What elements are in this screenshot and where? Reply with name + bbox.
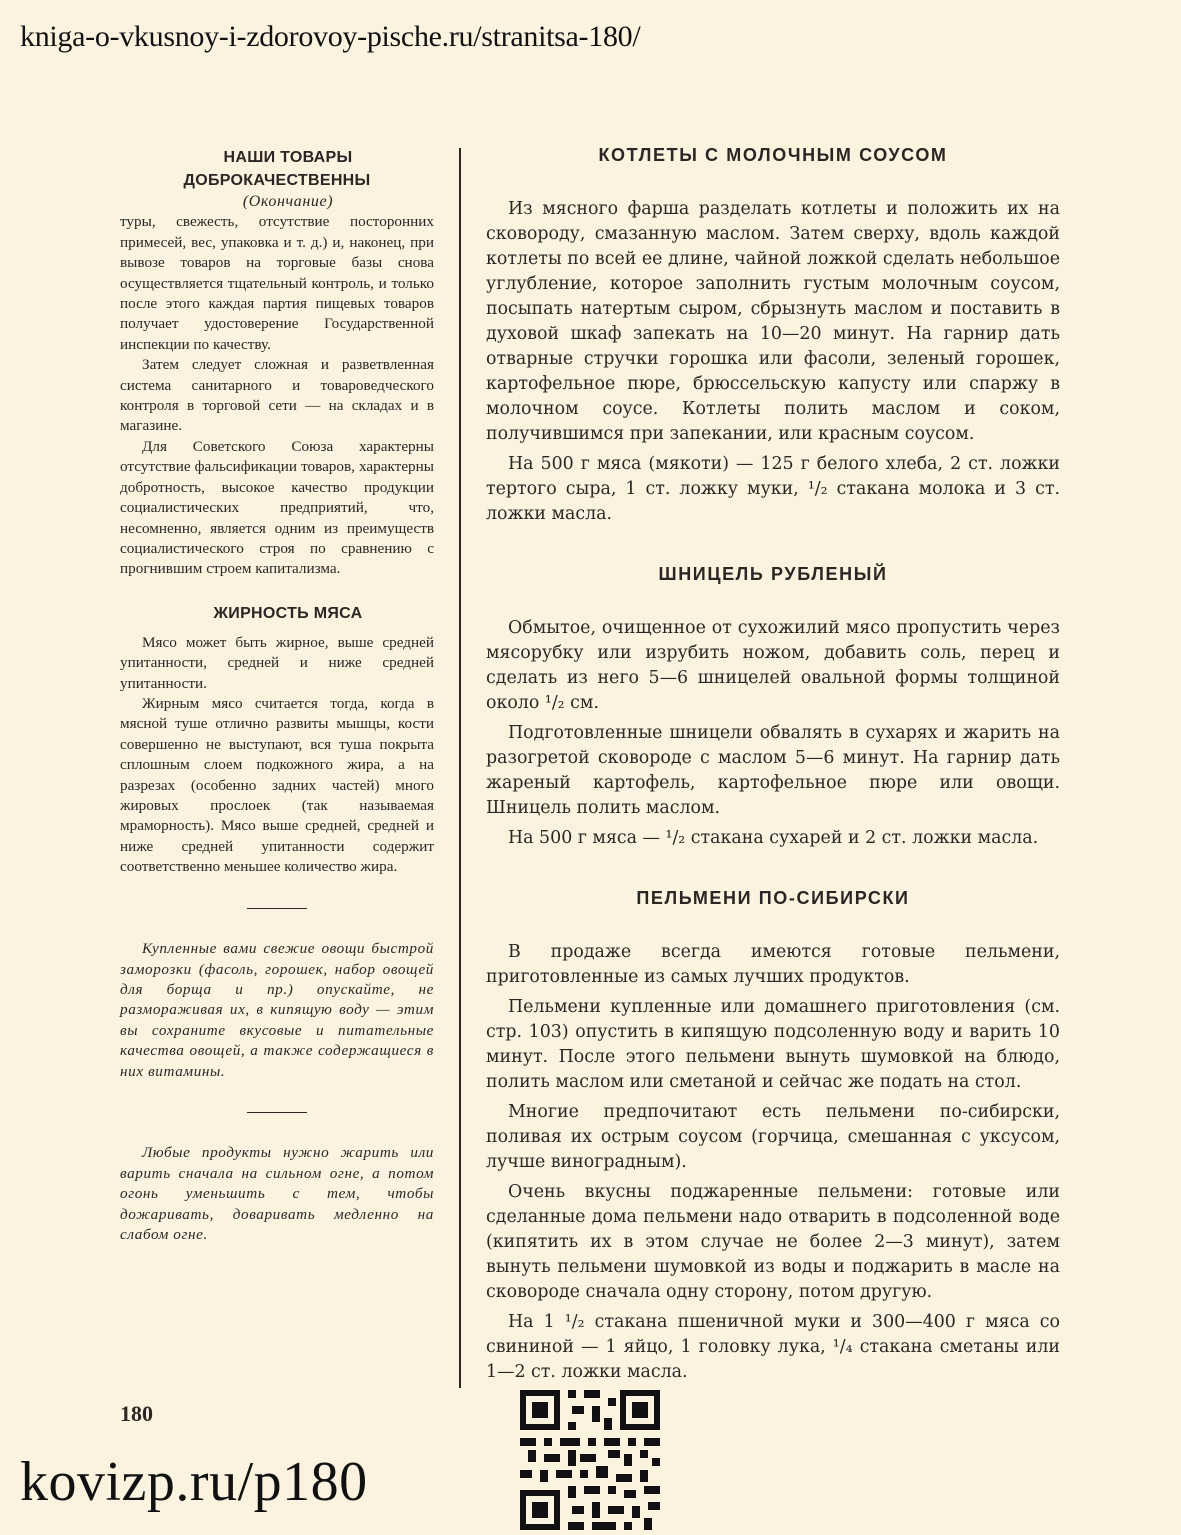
left-column [120,146,434,1245]
tip-note-cooking-heat [120,1143,434,1245]
ingredients: На 500 г мяса (мякоти) — 125 г белого хлеба, 2 ст. ложки тертого сыра, 1 ст. ложку муки, ¹/₂ стакана молока и 3 ст. ложки масла. [486,454,1060,524]
section-subtitle: (Окончание) [242,193,334,210]
paragraph: В продаже всегда имеются готовые пельмени, приготовленные из самых лучших продуктов. [486,942,1060,987]
ingredients: На 1 ¹/₂ стакана пшеничной муки и 300—400 г мяса со свининой — 1 яйцо, 1 головку лука, ¹/₄ стакана сметаны или 1—2 ст. ложки масла. [486,1312,1060,1382]
page-number: 180 [120,1401,153,1426]
right-column [486,143,1060,1390]
paragraph: Подготовленные шницели обвалять в сухарях и жарить на разогретой сковороде с маслом 5—6 минут. На гарнир дать жареный картофель, картофельное пюре или овощи. Шницель полить маслом. [486,723,1060,818]
short-url-link[interactable]: kovizp.ru/p180 [20,1451,368,1513]
paragraph: туры, свежесть, отсутствие посторонних примесей, вес, упаковка и т. д.) и, наконец, при вывозе товаров на торговые базы снова осуществляется тщательный контроль, и только после этого каждая партия пищевых товаров получает удостоверение Государственной инспекции по качеству. [120,213,434,353]
tip-note-frozen-vegetables [120,939,434,1082]
paragraph: Для Советского Союза характерны отсутствие фальсификации товаров, характерны добротность, высокое качество продукции социалистических предприятий, что, несомненно, является одним из преимуществ социалистического строя по сравнению с прогнившим строем капитализма. [120,437,434,578]
paragraph: Мясо может быть жирное, выше средней упитанности, средней и ниже средней упитанности. [120,633,434,692]
section-title-meat-fatness: ЖИРНОСТЬ МЯСА [213,604,363,622]
paragraph: Затем следует сложная и разветвленная система санитарного и товароведческого контроля в торговой сети — на складах и в магазине. [120,356,434,435]
ingredients: На 500 г мяса — ¹/₂ стакана сухарей и 2 ст. ложки масла. [508,828,1039,848]
recipe-title-cutlets: КОТЛЕТЫ С МОЛОЧНЫМ СОУСОМ [598,145,948,165]
paragraph: Обмытое, очищенное от сухожилий мясо пропустить через мясорубку или изрубить ножом, добавить соль, перец и сделать из него 5—6 шницелей овальной формы толщиной около ¹/₂ см. [486,618,1060,713]
paragraph: Многие предпочитают есть пельмени по-сибирски, поливая их острым соусом (горчица, смешанная с уксусом, лучше виноградным). [486,1102,1060,1172]
page-url[interactable]: kniga-o-vkusnoy-i-zdorovoy-pische.ru/stranitsa-180/ [20,20,641,53]
qr-code-icon [516,1386,664,1534]
section-title-goods-quality: НАШИ ТОВАРЫ ДОБРОКАЧЕСТВЕННЫ [183,149,371,189]
recipe-title-pelmeni: ПЕЛЬМЕНИ ПО-СИБИРСКИ [636,888,910,908]
paragraph: Жирным мясо считается тогда, когда в мясной туше отлично развиты мышцы, кости совершенно не выступают, вся туша покрыта сплошным слоем подкожного жира, а на разрезах (особенно задних частей) много жировых прослоек (так называемая мраморность). Мясо выше средней, средней и ниже средней упитанности содержит соответственно меньшее количество жира. [120,694,434,876]
paragraph: Купленные вами свежие овощи быстрой заморозки (фасоль, горошек, набор овощей для борща и пр.) опускайте, не размораживая их, в кипящую воду — этим вы сохраните вкусовые и питательные качества овощей, а также содержащиеся в них витамины. [120,940,434,1080]
column-divider [459,148,461,1388]
paragraph: Любые продукты нужно жарить или варить сначала на сильном огне, а потом огонь уменьшить с тем, чтобы дожаривать, доваривать медленно на слабом огне. [120,1144,434,1244]
paragraph: Пельмени купленные или домашнего приготовления (см. стр. 103) опустить в кипящую подсоленную воду и варить 10 минут. После этого пельмени вынуть шумовкой на блюдо, полить маслом или сметаной и сейчас же подать на стол. [486,997,1060,1092]
paragraph: Из мясного фарша разделать котлеты и положить их на сковороду, смазанную маслом. Затем сверху, вдоль каждой котлеты по всей ее длине, чайной ложкой сделать небольшое углубление, которое заполнить густым молочным соусом, посыпать натертым сыром, сбрызнуть маслом и поставить в духовой шкаф запекать на 10—20 минут. На гарнир дать отварные стручки горошка или фасоли, зеленый горошек, картофельное пюре, брюссельскую капусту или спаржу в молочном соусе. Котлеты полить маслом и соком, получившимся при запекании, или красным соусом. [486,199,1060,444]
paragraph: Очень вкусны поджаренные пельмени: готовые или сделанные дома пельмени надо отварить в подсоленной воде (кипятить их в этом случае не более 2—3 минут), затем вынуть пельмени шумовкой из воды и поджарить в масле на сковороде сначала одну сторону, потом другую. [486,1182,1060,1302]
recipe-title-schnitzel: ШНИЦЕЛЬ РУБЛЕНЫЙ [658,564,888,584]
